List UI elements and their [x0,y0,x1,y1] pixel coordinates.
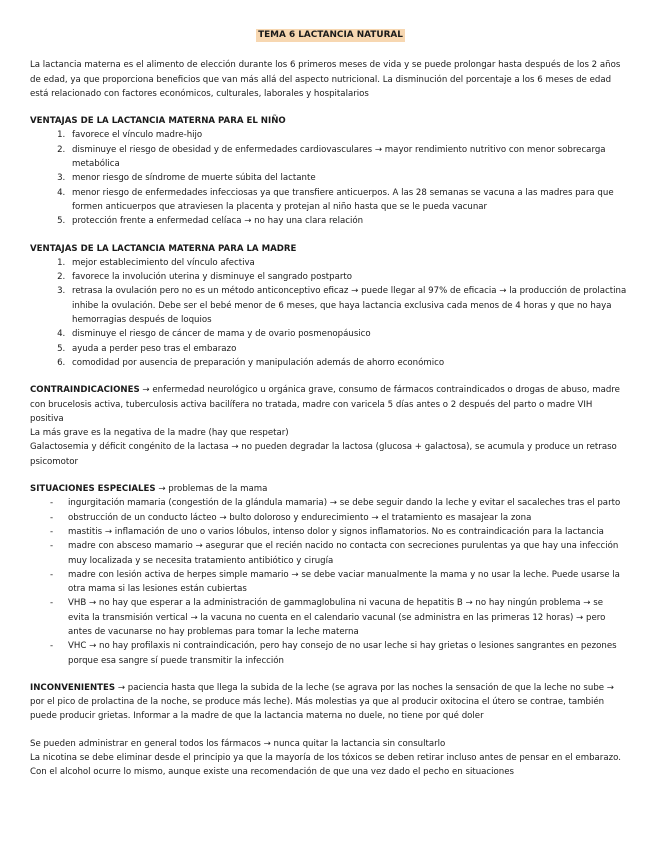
list-item: - VHB → no hay que esperar a la administración de gammaglobulina ni vacuna de hepatitis B → no hay ningún problema → se evita la transmisión vertical → la vacuna no cuenta en el calendario vacunal (se administra en las primeras 12 horas) → pero antes de vacunarse no hay problemas para tomar la leche materna [68,596,627,639]
ventajas-madre-list [30,256,627,370]
contraindicaciones-section [30,383,627,469]
inconvenientes-paragraph [30,681,627,724]
list-item: 3. menor riesgo de síndrome de muerte súbita del lactante [68,171,627,185]
ventajas-nino-list [30,128,627,228]
situaciones-text: → problemas de la mama [155,484,268,495]
list-item: - madre con lesión activa de herpes simple mamario → se debe vaciar manualmente la mama y no usar la leche. Puede usarse la otra mama si las lesiones están cubiertas [68,568,627,597]
farmacos-paragraph: Se pueden administrar en general todos los fármacos → nunca quitar la lactancia sin consultarlo [30,738,446,749]
nicotina-paragraph: La nicotina se debe eliminar desde el principio ya que la mayoría de los tóxicos se deben retirar incluso antes de pensar en el embarazo. Con el alcohol ocurre lo mismo, aunque existe una recomendación de que una vez dado el pecho en situaciones [30,753,621,778]
list-item: 2. favorece la involución uterina y disminuye el sangrado postparto [68,270,627,284]
list-item: 6. comodidad por ausencia de preparación y manipulación además de ahorro económico [68,356,627,370]
contraindicaciones-line2: La más grave es la negativa de la madre (hay que respetar) [30,428,289,439]
list-item: 4. disminuye el riesgo de cáncer de mama y de ovario posmenopáusico [68,327,627,341]
situaciones-heading [30,482,627,496]
list-item: 4. menor riesgo de enfermedades infecciosas ya que transfiere anticuerpos. A las 28 semanas se vacuna a las madres para que formen anticuerpos que atraviesen la placenta y protejan al niño hasta que se le pueda vacunar [68,186,627,215]
list-item: - madre con absceso mamario → asegurar que el recién nacido no contacta con secreciones purulentas ya que hay una infección muy localizada y se necesita tratamiento antibiótico y cirugía [68,539,627,568]
list-item: - mastitis → inflamación de uno o varios lóbulos, intenso dolor y signos inflamatorios. No es contraindicación para la lactancia [68,525,627,539]
situaciones-label: SITUACIONES ESPECIALES [30,484,156,495]
list-item: - ingurgitación mamaria (congestión de la glándula mamaria) → se debe seguir dando la leche y evitar el sacaleches tras el parto [68,496,627,510]
contraindicaciones-line3: Galactosemia y déficit congénito de la lactasa → no pueden degradar la lactosa (glucosa + galactosa), se acumula y produce un retraso psicomotor [30,442,617,467]
list-item: - obstrucción de un conducto lácteo → bulto doloroso y endurecimiento → el tratamiento es masajear la zona [68,511,627,525]
intro-paragraph: La lactancia materna es el alimento de elección durante los 6 primeros meses de vida y se puede prolongar hasta después de los 2 años de edad, ya que proporciona beneficios que van más allá del aspecto nutricional. La disminución del porcentaje a los 6 meses de edad está relacionado con factores económicos, culturales, laborales y hospitalarios [30,60,621,99]
contraindicaciones-label: CONTRAINDICACIONES [30,385,140,396]
list-item: 1. favorece el vínculo madre-hijo [68,128,627,142]
list-item: 5. ayuda a perder peso tras el embarazo [68,342,627,356]
inconvenientes-text: → paciencia hasta que llega la subida de la leche (se agrava por las noches la sensación de que la leche no sube → por el pico de prolactina de la noche, se produce más leche). Más molestias ya que al producir oxitocina el útero se contrae, también puede producir grietas. Informar a la madre de que la lactancia materna no duele, no tiene por qué doler [30,682,614,722]
page-title: TEMA 6 LACTANCIA NATURAL [258,30,403,40]
contraindicaciones-paragraph [30,383,627,426]
situaciones-list [30,496,627,668]
ventajas-madre-heading: VENTAJAS DE LA LACTANCIA MATERNA PARA LA MADRE [30,243,297,254]
list-item: 2. disminuye el riesgo de obesidad y de enfermedades cardiovasculares → mayor rendimiento nutritivo con menor sobrecarga metabólica [68,143,627,172]
list-item: 5. protección frente a enfermedad celíaca → no hay una clara relación [68,214,627,228]
list-item: 3. retrasa la ovulación pero no es un método anticonceptivo eficaz → puede llegar al 97% de eficacia → la producción de prolactina inhibe la ovulación. Debe ser el bebé menor de 6 meses, que haya lactancia exclusiva cada menos de 4 horas y que no haya hemorragias después de loquios [68,284,627,327]
list-item: 1. mejor establecimiento del vínculo afectiva [68,256,627,270]
list-item: - VHC → no hay profilaxis ni contraindicación, pero hay consejo de no usar leche si hay grietas o lesiones sangrantes en pezones porque esa sangre sí puede transmitir la infección [68,639,627,668]
inconvenientes-label: INCONVENIENTES [30,682,116,693]
contraindicaciones-text: → enfermedad neurológico u orgánica grave, consumo de fármacos contraindicados o drogas de abuso, madre con brucelosis activa, tuberculosis activa bacilífera no tratada, madre con varicela 5 días antes o 2 después del parto o madre VIH positiva [30,385,620,424]
title-wrap [34,28,627,42]
ventajas-nino-heading: VENTAJAS DE LA LACTANCIA MATERNA PARA EL NIÑO [30,116,286,127]
